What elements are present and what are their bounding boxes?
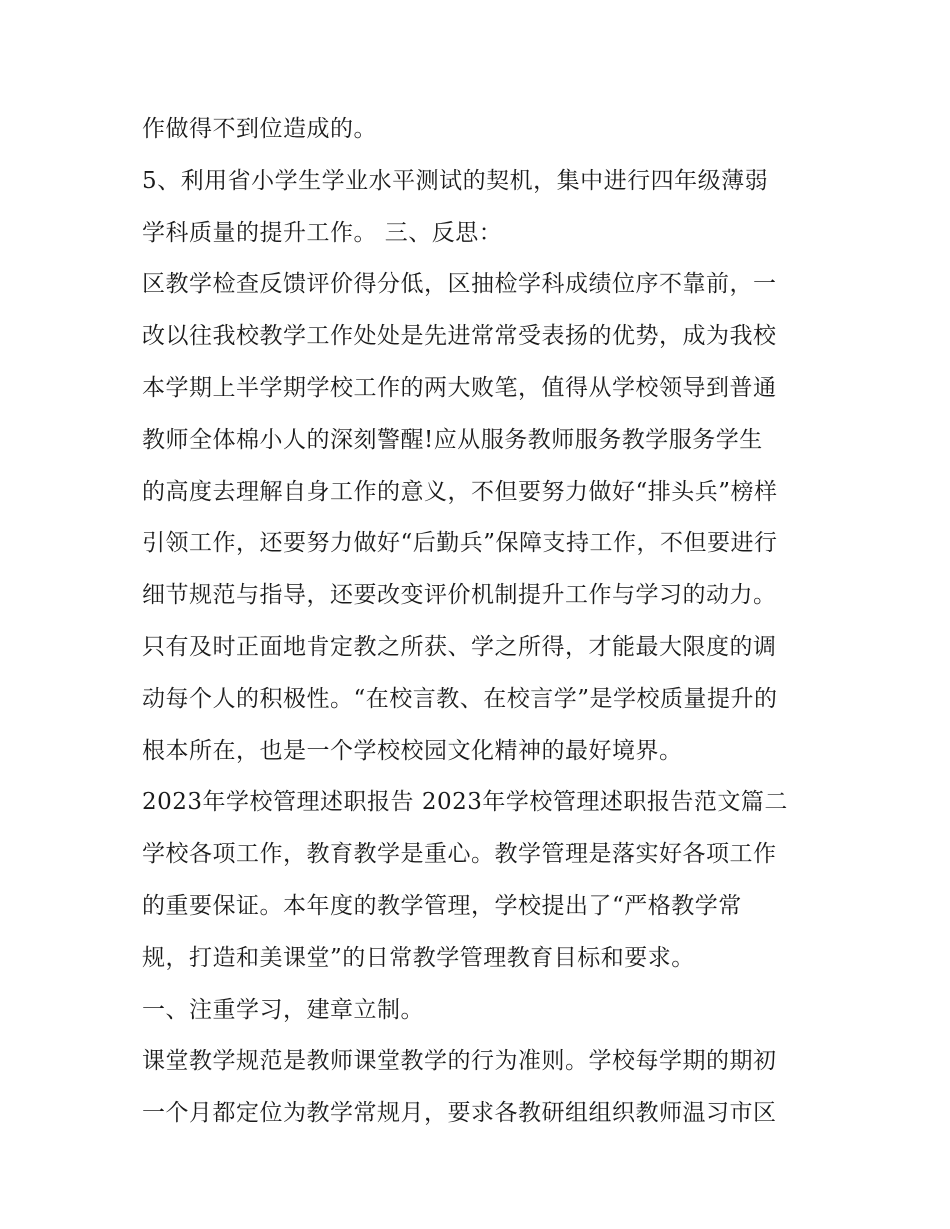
- text-line: 作做得不到位造成的。: [142, 116, 377, 142]
- text-line: 的重要保证。本年度的教学管理，学校提出了“严格教学常: [142, 892, 742, 919]
- text-line: 课堂教学规范是教师课堂教学的行为准则。学校每学期的期初: [142, 1048, 777, 1075]
- section-heading: 一、注重学习，建章立制。: [142, 996, 424, 1023]
- text-line: 5、利用省小学生学业水平测试的契机，集中进行四年级薄弱: [142, 167, 769, 194]
- text-line: 学校各项工作，教育教学是重心。教学管理是落实好各项工作: [142, 841, 777, 868]
- text-line: 教师全体棉小人的深刻警醒!应从服务教师服务教学服务学生: [142, 426, 763, 453]
- text-line: 动每个人的积极性。“在校言教、在校言学”是学校质量提升的: [142, 685, 778, 712]
- text-line: 学科质量的提升工作。 三、反思：: [142, 219, 503, 246]
- text-line: 只有及时正面地肯定教之所获、学之所得，才能最大限度的调: [142, 633, 777, 660]
- text-line: 引领工作，还要努力做好“后勤兵”保障支持工作，不但要进行: [142, 530, 778, 557]
- text-line: 改以往我校教学工作处处是先进常常受表扬的优势，成为我校: [142, 323, 777, 350]
- text-line: 的高度去理解自身工作的意义，不但要努力做好“排头兵”榜样: [142, 478, 778, 505]
- text-line: 规，打造和美课堂”的日常教学管理教育目标和要求。: [142, 944, 695, 971]
- text-line: 区教学检查反馈评价得分低，区抽检学科成绩位序不靠前，一: [142, 271, 777, 298]
- text-line: 一个月都定位为教学常规月，要求各教研组组织教师温习市区: [142, 1100, 777, 1127]
- text-line: 根本所在，也是一个学校校园文化精神的最好境界。: [142, 737, 683, 764]
- text-line: 本学期上半学期学校工作的两大败笔，值得从学校领导到普通: [142, 374, 777, 401]
- text-line: 细节规范与指导，还要改变评价机制提升工作与学习的动力。: [142, 582, 777, 609]
- text-line: 2023年学校管理述职报告 2023年学校管理述职报告范文篇二: [142, 789, 788, 816]
- body-text: [142, 104, 842, 1140]
